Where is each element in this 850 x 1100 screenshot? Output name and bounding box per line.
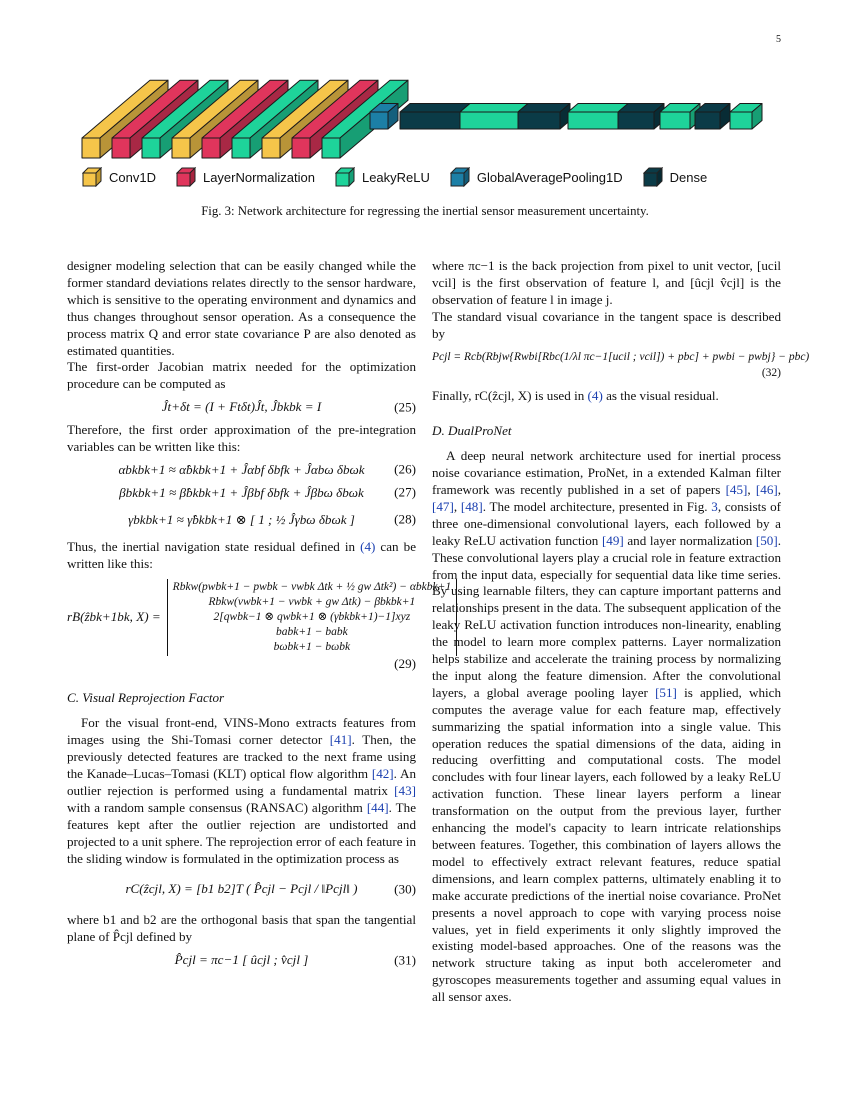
text-run: . An outlier rejection is performed using a fundamental matrix xyxy=(67,766,416,798)
equation-body: Ĵt+δt = (I + Ftδt)Ĵt, Ĵbkbk = I xyxy=(161,399,322,415)
text-run: . The model architecture, presented in Fig. xyxy=(482,498,712,514)
citation-link[interactable]: [51] xyxy=(655,684,677,700)
leakyrelu-swatch-icon xyxy=(335,167,355,187)
text-run: A deep neural network architecture used for inertial process noise covariance estimation, ProNet, in a extended Kalman filter framework was recently published in a set of papers xyxy=(432,448,781,497)
equation-ref-link[interactable]: (4) xyxy=(587,388,603,404)
equation-32 xyxy=(432,349,810,383)
text-run: Thus, the inertial navigation state residual defined in xyxy=(67,538,361,554)
text-run: Finally, rC(ẑcjl, X) is used in xyxy=(432,388,588,404)
citation-link[interactable]: [47] xyxy=(432,498,454,514)
equation-body: αbkbk+1 ≈ α̂bkbk+1 + Ĵαbf δbfk + Ĵαbω δbωk xyxy=(118,461,365,477)
figure-legend xyxy=(82,167,727,187)
conv1d-swatch-icon xyxy=(82,167,102,187)
legend-layernorm xyxy=(176,167,315,187)
layernorm-swatch-icon xyxy=(176,167,196,187)
paragraph: designer modeling selection that can be easily changed while the former standard deviations relates directly to the sensor hardware, which is sensitive to the operating environment and dynamics and thus changes throughout sensor operation. As a consequence the process matrix Q and error state covariance P are also denoted as estimated quantities. xyxy=(67,258,416,358)
legend-conv1d xyxy=(82,167,156,187)
equation-ref-link[interactable]: (4) xyxy=(360,538,376,554)
text-run: can be written like this: xyxy=(67,538,417,571)
text-run: . Then, the previously detected features are tracked to the next frame using the Kanade–Lucas–Tomasi (KLT) optical flow algorithm xyxy=(67,732,416,782)
equation-body: rC(ẑcjl, X) = [b1 b2]T ( P̂cjl − Pcjl / ‖Pcjl‖ ) xyxy=(125,881,358,897)
legend-label: LeakyReLU xyxy=(361,169,430,185)
figure-caption: Fig. 3: Network architecture for regressing the inertial sensor measurement uncertainty. xyxy=(201,204,649,218)
citation-link[interactable]: [45] xyxy=(725,481,748,497)
matrix-row: bωbk+1 − bωbk xyxy=(273,640,351,653)
equation-number: (26) xyxy=(394,461,416,477)
section-heading: D. DualProNet xyxy=(432,423,512,439)
citation-link[interactable]: [43] xyxy=(394,782,416,798)
paragraph xyxy=(432,448,781,1006)
equation-body: P̂cjl = πc−1 [ ûcjl ; v̂cjl ] xyxy=(174,952,309,968)
equation-29 xyxy=(67,579,452,673)
equation-26 xyxy=(67,462,416,479)
legend-label: Dense xyxy=(669,169,708,185)
equation-number: (31) xyxy=(394,952,416,968)
matrix-row: 2[qwbk−1 ⊗ qwbk+1 ⊗ (γbkbk+1)−1]xyz xyxy=(213,610,411,623)
page-number: 5 xyxy=(776,34,781,45)
paragraph: where b1 and b2 are the orthogonal basis that span the tangential plane of P̂cjl defined by xyxy=(67,912,416,945)
legend-leakyrelu xyxy=(335,167,430,187)
text-run: is applied, which computes the average value for each feature map, effectively summarizing the spatial information into a single value. This operation reduces the spatial dimensions of the data, aiding in reducing overfitting and computational costs. The model concludes with four linear layers, each followed by a leaky ReLU activation function. These linear layers perform a linear transformation on the output from the previous layer, further enhancing the model's capacity to learn intricate relationships between features. Together, this combination of layers allows the model to effectively extract relevant features, reduce spatial dimensions, and learn complex patterns, ultimately enabling it to make accurate predictions of the inertial noise covariance. ProNet presents a novel approach to cope with varying process noise values, yet in field experiments it only slightly improved the existing model-based approaches. One of the reasons was the network structure taking as input both accelerometer and gyroscopes measurements together and assuming equal values in all sensor axes. xyxy=(432,684,781,1005)
paragraph xyxy=(67,539,416,573)
citation-link[interactable]: [46] xyxy=(755,481,778,497)
legend-label: LayerNormalization xyxy=(202,169,315,185)
equation-body: Pcjl = Rcb(Rbjw{Rwbi[Rbc(1/λl πc−1[ucil ; vcil]) + pbc] + pwbi − pwbj} − pbc) xyxy=(432,350,810,363)
legend-label: Conv1D xyxy=(109,169,156,185)
equation-25 xyxy=(67,399,416,416)
equation-number: (29) xyxy=(394,655,416,671)
text-run: with a random sample consensus (RANSAC) algorithm xyxy=(67,799,367,815)
figure-ref-link[interactable]: 3 xyxy=(711,498,718,514)
equation-body: βbkbk+1 ≈ β̂bkbk+1 + Ĵβbf δbfk + Ĵβbω δbωk xyxy=(119,484,364,500)
text-run: as the visual residual. xyxy=(602,388,719,404)
dense-swatch-icon xyxy=(643,167,663,187)
dense-layer xyxy=(695,104,730,130)
equation-28 xyxy=(67,512,416,529)
equation-number: (28) xyxy=(394,511,416,527)
paragraph: The first-order Jacobian matrix needed for the optimization procedure can be computed as xyxy=(67,359,416,392)
equation-27 xyxy=(67,485,416,502)
text-run: For the visual front-end, VINS-Mono extracts features from images using the Shi-Tomasi corner detector xyxy=(67,715,416,748)
dense-layer xyxy=(518,104,570,130)
text-run: , consists of three one-dimensional convolutional layers, each followed by a leaky ReLU activation function xyxy=(432,498,781,548)
dense-layer xyxy=(618,104,664,130)
text-run: , xyxy=(777,481,782,497)
paragraph: where πc−1 is the back projection from pixel to unit vector, [ucil vcil] is the first observation of feature l, and [ûcjl v̂cjl] is the observation of feature l in image j. xyxy=(432,258,781,307)
section-heading: C. Visual Reprojection Factor xyxy=(67,690,225,706)
matrix-row: Rbkw(pwbk+1 − pwbk − vwbk Δtk + ½ gw Δtk²) − αbkbk+1 xyxy=(172,580,452,593)
matrix-row: Rbkw(vwbk+1 − vwbk + gw Δtk) − βbkbk+1 xyxy=(208,595,416,608)
text-run: and layer normalization xyxy=(623,532,756,548)
paragraph xyxy=(67,715,416,867)
residual-matrix xyxy=(167,579,457,656)
equation-30 xyxy=(67,881,416,898)
gap-swatch-icon xyxy=(450,167,470,187)
leakyrelu-layer xyxy=(730,104,762,130)
right-column xyxy=(432,258,810,1006)
legend-dense xyxy=(643,167,708,187)
equation-number: (32) xyxy=(761,367,781,380)
text-run: , xyxy=(453,498,461,514)
citation-link[interactable]: [42] xyxy=(371,766,394,782)
text-run: . These convolutional layers play a crucial role in feature extraction from the input data, especially for sequential data like time series. By using learnable filters, they can capture important patterns and relationships present in the data. The subsequent application of the leaky ReLU activation function introduces non-linearity, enabling the model to learn more complex patterns. Layer normalization helps stabilize and accelerate the training process by normalizing the input along the feature dimension. After the convolutional layers, a global average pooling layer xyxy=(432,532,781,700)
leakyrelu-layer xyxy=(660,104,700,130)
legend-label: GlobalAveragePooling1D xyxy=(476,169,623,185)
equation-number: (30) xyxy=(394,881,416,897)
equation-lhs: rB(ẑbk+1bk, X) = xyxy=(67,608,161,624)
equation-number: (25) xyxy=(394,399,416,415)
citation-link[interactable]: [48] xyxy=(460,498,483,514)
citation-link[interactable]: [50] xyxy=(755,532,778,548)
citation-link[interactable]: [44] xyxy=(366,799,389,815)
equation-number: (27) xyxy=(394,484,416,500)
text-run: , xyxy=(747,481,756,497)
paragraph: Therefore, the first order approximation of the pre-integration variables can be written like this: xyxy=(67,422,416,455)
equation-31 xyxy=(67,952,416,969)
text-run: . The features kept after the outlier rejection are undistorted and projected to a unit sphere. The reprojection error of each feature in the sliding window is formulated in the optimization process as xyxy=(67,799,417,866)
equation-body: γbkbk+1 ≈ γ̂bkbk+1 ⊗ [ 1 ; ½ Ĵγbω δbωk ] xyxy=(128,511,355,527)
matrix-row: babk+1 − babk xyxy=(276,625,348,638)
paragraph xyxy=(432,388,781,405)
network-architecture-diagram xyxy=(70,60,782,172)
paragraph: The standard visual covariance in the tangent space is described by xyxy=(432,308,781,341)
citation-link[interactable]: [41] xyxy=(329,732,352,748)
legend-gap xyxy=(450,167,623,187)
citation-link[interactable]: [49] xyxy=(601,532,624,548)
